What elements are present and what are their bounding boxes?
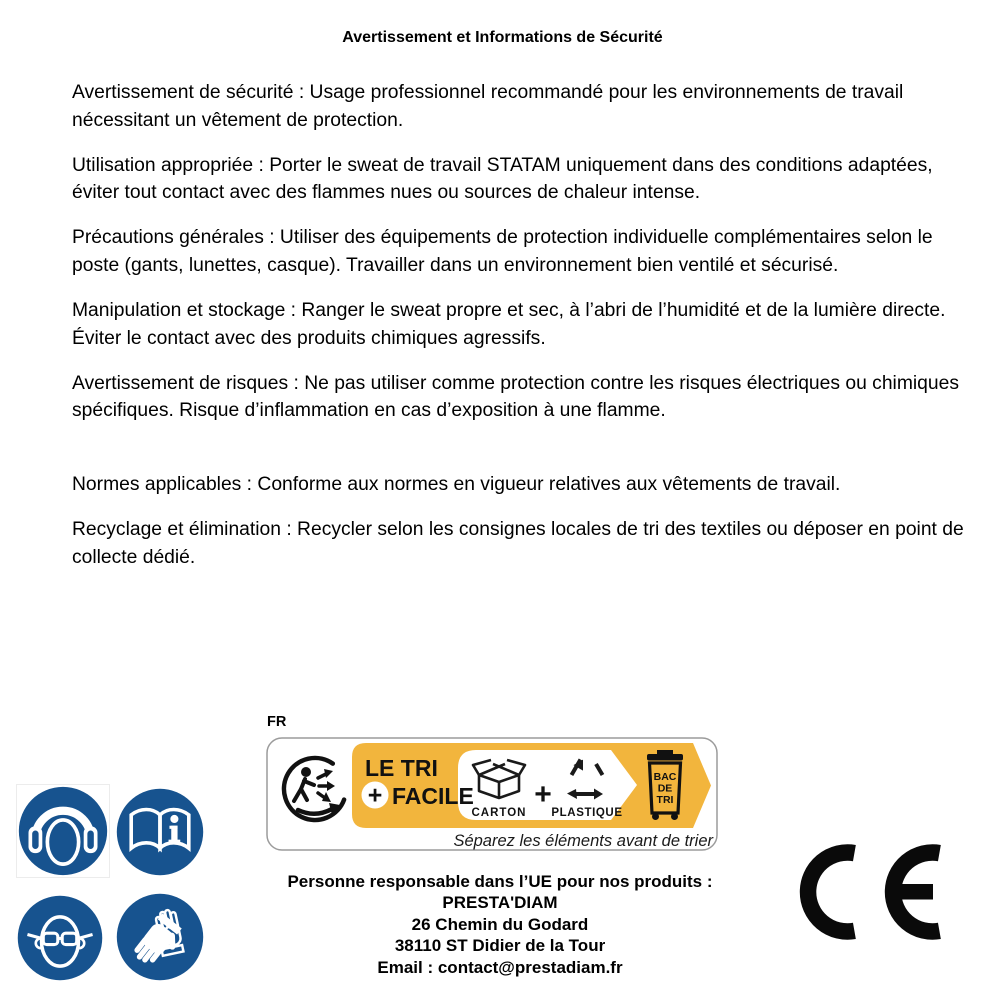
paragraph-manipulation-stockage: Manipulation et stockage : Ranger le sweat propre et sec, à l’abri de l’humidité et de la lumière directe. Éviter le contact avec des produits chimiques agressifs. xyxy=(72,300,946,349)
paragraph-recyclage-elimination: Recyclage et élimination : Recycler selon les consignes locales de tri des textiles ou déposer en point de collecte dédié. xyxy=(72,519,964,568)
wear-eye-protection-icon xyxy=(16,894,104,982)
contact-email: Email : contact@prestadiam.fr xyxy=(377,957,623,977)
safety-text-block xyxy=(72,79,970,589)
paragraph-avertissement-risques: Avertissement de risques : Ne pas utiliser comme protection contre les risques électriques ou chimiques spécifiques. Risque d’inflammation en cas d’exposition à une flamme. xyxy=(72,372,959,422)
svg-text:BAC: BAC xyxy=(653,771,677,783)
ce-marking-icon xyxy=(797,842,957,947)
material-plastique-label: PLASTIQUE xyxy=(551,807,623,819)
sorting-tagline: Séparez les éléments avant de trier xyxy=(453,832,713,850)
responsible-intro: Personne responsable dans l’UE pour nos produits : xyxy=(287,872,713,891)
paragraph-normes-applicables: Normes applicables : Conforme aux normes en vigueur relatives aux vêtements de travail. xyxy=(72,473,841,495)
wear-ear-protection-icon xyxy=(16,784,110,878)
paragraph-utilisation-appropriee: Utilisation appropriée : Porter le sweat de travail STATAM uniquement dans des conditions adaptées, éviter tout contact avec des flammes nues ou sources de chaleur intense. xyxy=(72,154,933,204)
country-code-label: FR xyxy=(267,714,287,730)
page-title: Avertissement et Informations de Sécurité xyxy=(342,29,663,46)
wear-protective-gloves-icon xyxy=(115,892,205,982)
headline-le-tri: LE TRI xyxy=(365,755,438,781)
material-carton-label: CARTON xyxy=(471,807,527,819)
company-name: PRESTA'DIAM xyxy=(442,893,558,913)
headline-facile: FACILE xyxy=(392,783,474,809)
paragraph-avertissement-securite: Avertissement de sécurité : Usage professionnel recommandé pour les environnements de travail nécessitant un vêtement de protection. xyxy=(72,82,904,131)
svg-text:TRI: TRI xyxy=(656,794,674,806)
info-tri-banner xyxy=(266,736,718,857)
paragraph-precautions-generales: Précautions générales : Utiliser des équipements de protection individuelle complémentaires selon le poste (gants, lunettes, casque). Travailler dans un environnement bien ventilé et sécurisé. xyxy=(72,227,933,276)
responsible-person-block xyxy=(240,871,760,978)
materials-plus: + xyxy=(534,778,552,811)
address-city: 38110 ST Didier de la Tour xyxy=(394,936,606,956)
address-street: 26 Chemin du Godard xyxy=(411,914,589,934)
plus-badge: + xyxy=(367,781,383,810)
read-instruction-manual-icon xyxy=(115,787,205,877)
svg-text:DE: DE xyxy=(657,782,673,795)
